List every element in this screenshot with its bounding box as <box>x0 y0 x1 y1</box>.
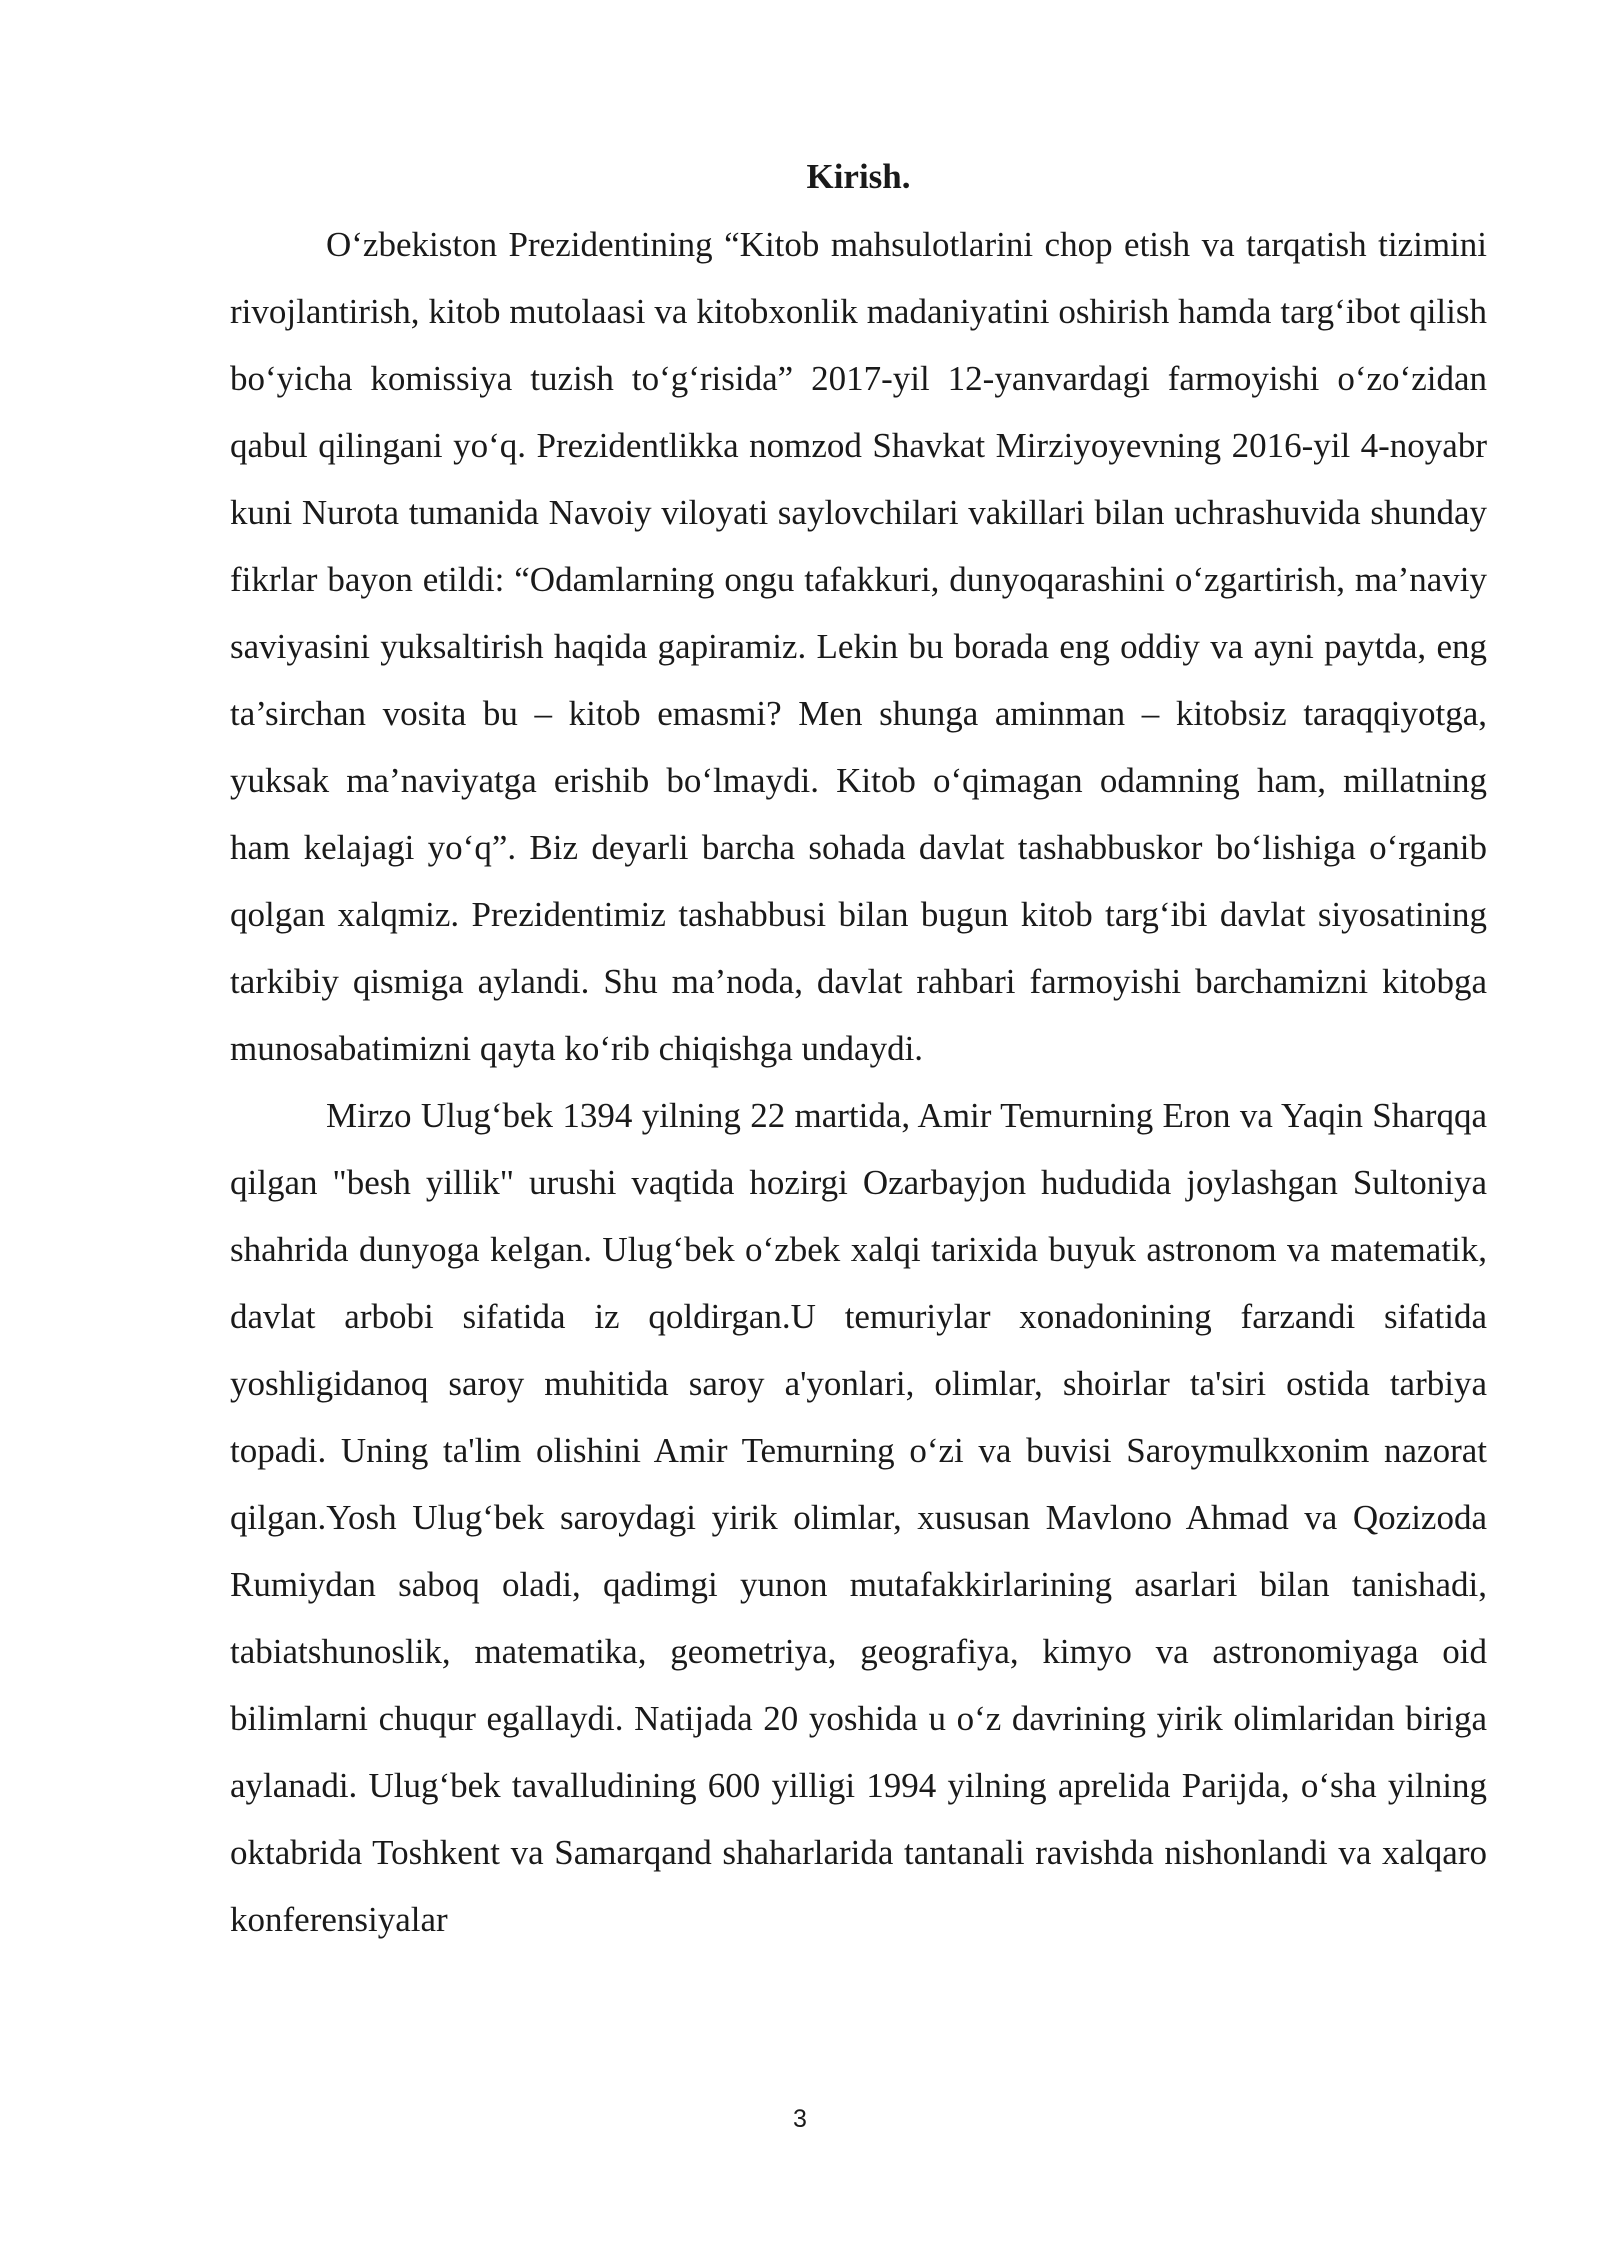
section-title: Kirish. <box>806 157 911 196</box>
paragraph-1: O‘zbekiston Prezidentining “Kitob mahsulotlarini chop etish va tarqatish tizimini rivojlantirish, kitob mutolaasi va kitobxonlik madaniyatini oshirish hamda targ‘ibot qilish bo‘yicha komissiya tuzish to‘g‘risida” 2017-yil 12-yanvardagi farmoyishi o‘zo‘zidan qabul qilingani yo‘q. Prezidentlikka nomzod Shavkat Mirziyoyevning 2016-yil 4-noyabr kuni Nurota tumanida Navoiy viloyati saylovchilari vakillari bilan uchrashuvida shunday fikrlar bayon etildi: “Odamlarning ongu tafakkuri, dunyoqarashini o‘zgartirish, ma’naviy saviyasini yuksaltirish haqida gapiramiz. Lekin bu borada eng oddiy va ayni paytda, eng ta’sirchan vosita bu – kitob emasmi? Men shunga aminman – kitobsiz taraqqiyotga, yuksak ma’naviyatga erishib bo‘lmaydi. Kitob o‘qimagan odamning ham, millatning ham kelajagi yo‘q”. Biz deyarli barcha sohada davlat tashabbuskor bo‘lishiga o‘rganib qolgan xalqmiz. Prezidentimiz tashabbusi bilan bugun kitob targ‘ibi davlat siyosatining tarkibiy qismiga aylandi. Shu ma’noda, davlat rahbari farmoyishi barchamizni kitobga munosabatimizni qayta ko‘rib chiqishga undaydi. <box>230 225 1487 1068</box>
paragraph-2: Mirzo Ulug‘bek 1394 yilning 22 martida, Amir Temurning Eron va Yaqin Sharqqa qilgan "besh yillik" urushi vaqtida hozirgi Ozarbayjon hududida joylashgan Sultoniya shahrida dunyoga kelgan. Ulug‘bek o‘zbek xalqi tarixida buyuk astronom va matematik, davlat arbobi sifatida iz qoldirgan.U temuriylar xonadonining farzandi sifatida yoshligidanoq saroy muhitida saroy a'yonlari, olimlar, shoirlar ta'siri ostida tarbiya topadi. Uning ta'lim olishini Amir Temurning o‘zi va buvisi Saroymulkxonim nazorat qilgan.Yosh Ulug‘bek saroydagi yirik olimlar, xususan Mavlono Ahmad va Qozizoda Rumiydan saboq oladi, qadimgi yunon mutafakkirlarining asarlari bilan tanishadi, tabiatshunoslik, matematika, geometriya, geografiya, kimyo va astronomiyaga oid bilimlarni chuqur egallaydi. Natijada 20 yoshida u o‘z davrining yirik olimlaridan biriga aylanadi. Ulug‘bek tavalludining 600 yilligi 1994 yilning aprelida Parijda, o‘sha yilning oktabrida Toshkent va Samarqand shaharlarida tantanali ravishda nishonlandi va xalqaro konferensiyalar <box>230 1096 1487 1939</box>
page-number: 3 <box>793 2105 807 2133</box>
page-content <box>230 147 1487 1953</box>
